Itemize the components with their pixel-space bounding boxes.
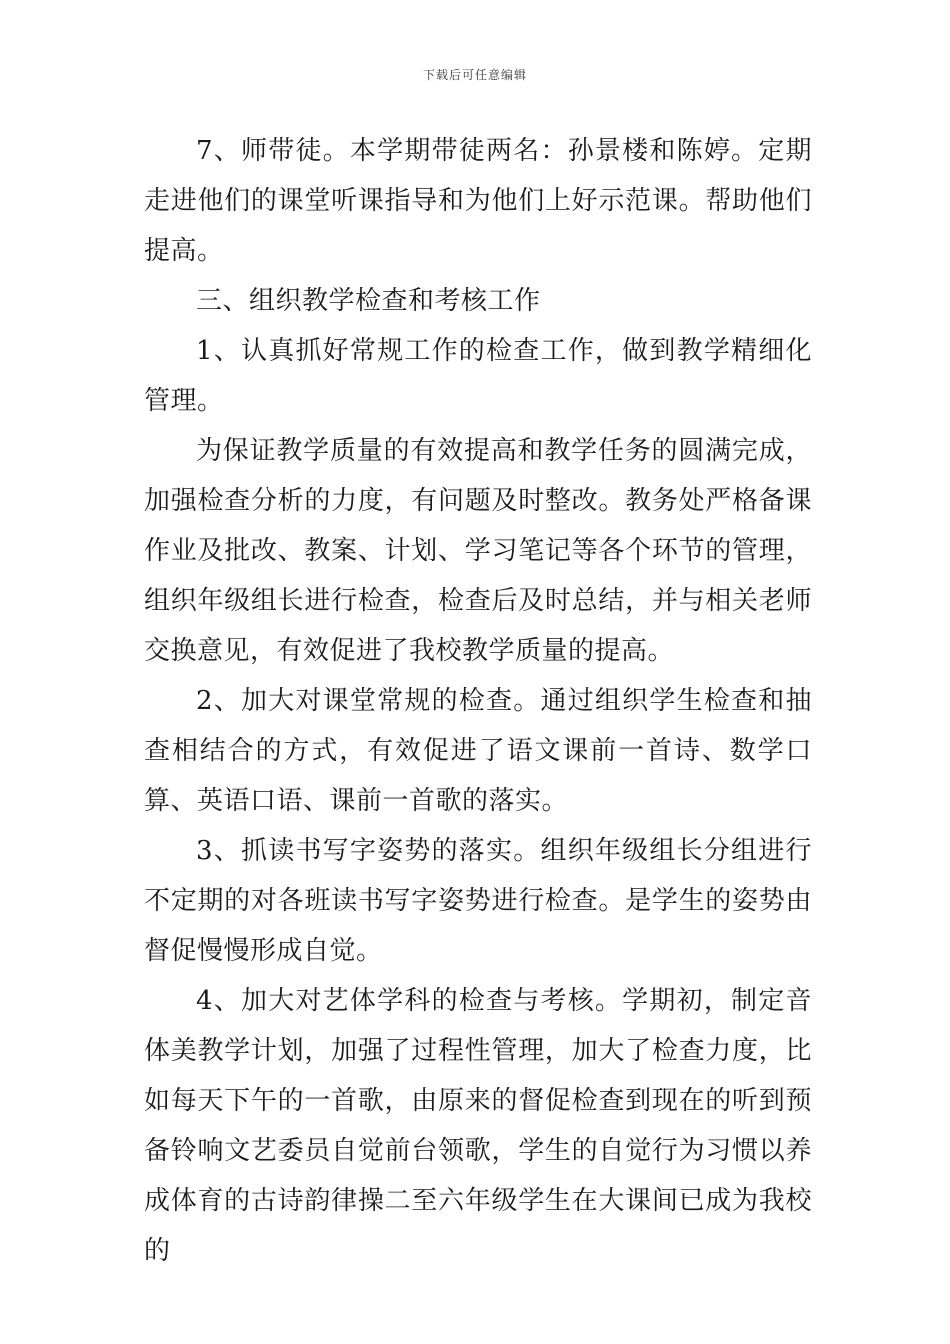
- paragraph-posture: 3、抓读书写字姿势的落实。组织年级组长分组进行不定期的对各班读书写字姿势进行检查。是学生的姿势由督促慢慢形成自觉。: [144, 836, 812, 966]
- section-heading-inspection: 三、组织教学检查和考核工作: [196, 286, 541, 316]
- paragraph-classroom-routine: 2、加大对课堂常规的检查。通过组织学生检查和抽查相结合的方式，有效促进了语文课前一首诗、数学口算、英语口语、课前一首歌的落实。: [144, 686, 812, 816]
- paragraph-mentoring: 7、师带徒。本学期带徒两名：孙景楼和陈婷。定期走进他们的课堂听课指导和为他们上好示范课。帮助他们提高。: [144, 136, 812, 266]
- paragraph-arts-sports: 4、加大对艺体学科的检查与考核。学期初，制定音体美教学计划，加强了过程性管理，加大了检查力度，比如每天下午的一首歌，由原来的督促检查到现在的听到预备铃响文艺委员自觉前台领歌，学生的自觉行为习惯以养成体育的古诗韵律操二至六年级学生在大课间已成为我校的: [144, 986, 812, 1266]
- paragraph-quality-assurance: 为保证教学质量的有效提高和教学任务的圆满完成，加强检查分析的力度，有问题及时整改。教务处严格备课作业及批改、教案、计划、学习笔记等各个环节的管理，组织年级组长进行检查，检查后及时总结，并与相关老师交换意见，有效促进了我校教学质量的提高。: [144, 436, 812, 666]
- page-header-note: 下载后可任意编辑: [422, 68, 527, 82]
- paragraph-routine-inspection: 1、认真抓好常规工作的检查工作，做到教学精细化管理。: [144, 336, 812, 416]
- document-body: [144, 126, 812, 1276]
